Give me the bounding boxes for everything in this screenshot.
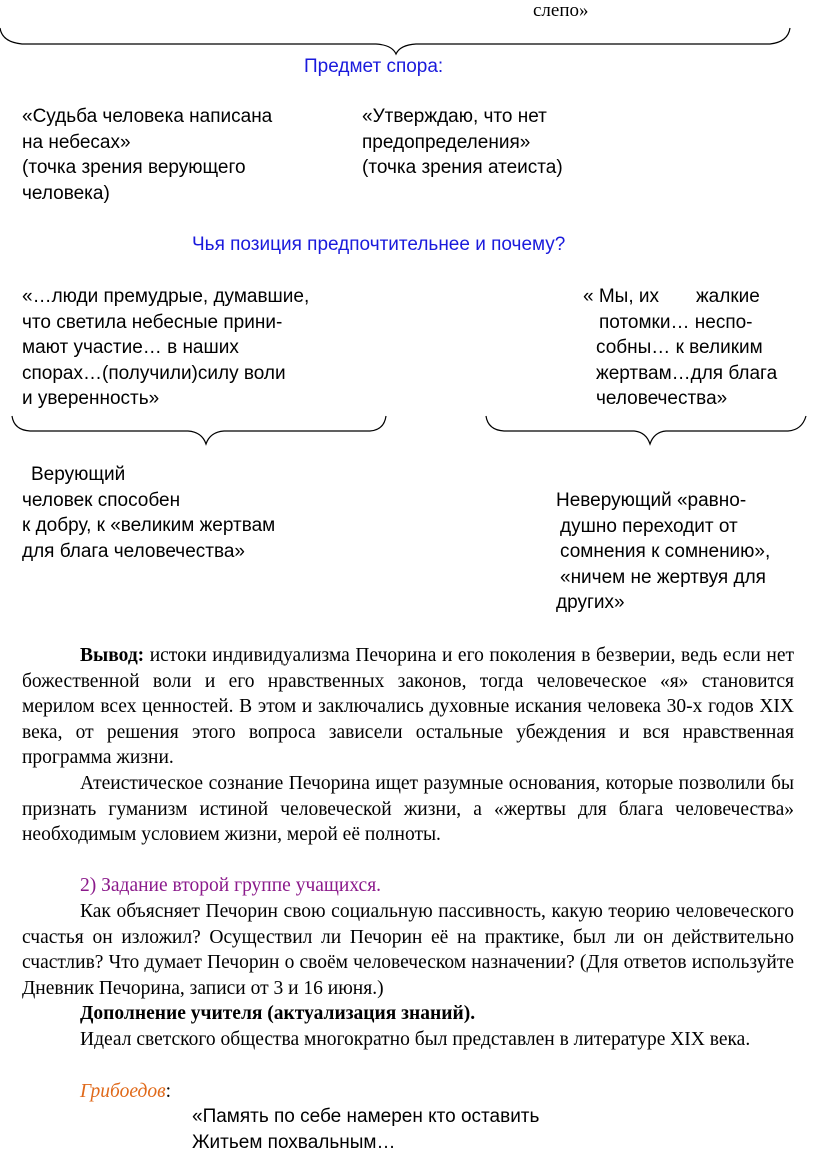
poem-line: «Память по себе намерен кто оставить <box>192 1104 539 1130</box>
conclusion-left-line: к добру, к «великим жертвам <box>22 513 275 539</box>
conclusion-right-line: других» <box>556 590 770 616</box>
summary-paragraph-2: Атеистическое сознание Печорина ищет разумные основания, которые позволили бы признать гуманизм истиной человеческой жизни, а «жертвы для блага человечества» необходимым условием жизни, мерой её полноты. <box>22 771 794 848</box>
conclusion-right-line: душно переходит от <box>556 514 770 540</box>
conclusion-left-line: человек способен <box>22 488 275 514</box>
dispute-right-line: (точка зрения атеиста) <box>362 155 563 181</box>
teacher-paragraph: Идеал светского общества многократно был представлен в литературе XIX века. <box>22 1027 794 1053</box>
quote-right-line: потомки… неспо- <box>583 310 777 336</box>
summary-label: Вывод: <box>80 645 144 666</box>
dispute-left-line: человека) <box>22 181 272 207</box>
conclusion-right-line: Неверующий «равно- <box>556 488 770 514</box>
quote-left-line: спорах…(получили)силу воли <box>22 361 309 387</box>
conclusion-right-line: «ничем не жертвуя для <box>556 565 770 591</box>
author-line <box>80 1079 171 1105</box>
conclusion-left <box>22 462 275 564</box>
quote-left <box>22 284 309 412</box>
question-heading: Чья позиция предпочтительнее и почему? <box>192 232 565 258</box>
author-name: Грибоедов <box>80 1081 166 1102</box>
quote-right-line: человечества» <box>583 386 777 412</box>
left-brace <box>0 414 400 454</box>
quote-right <box>583 284 777 412</box>
summary-text: истоки индивидуализма Печорина и его поколения в безверии, ведь если нет божественной воли и его нравственных законов, тогда человеческое «я» становится мерилом всех ценностей. В этом и заключались духовные искания человека 30-х годов XIX века, от решения этого вопроса зависели остальные убеждения и вся нравственная программа жизни. <box>22 645 794 768</box>
dispute-heading: Предмет спора: <box>304 54 443 80</box>
dispute-right <box>362 104 563 181</box>
quote-left-line: что светила небесные прини- <box>22 310 309 336</box>
quote-right-line: жертвам…для блага <box>583 361 777 387</box>
conclusion-left-line: для блага человечества» <box>22 539 275 565</box>
poem-line: Житьем похвальным… <box>192 1130 539 1155</box>
quote-right-line: собны… к великим <box>583 335 777 361</box>
conclusion-right-line: сомнения к сомнению», <box>556 539 770 565</box>
dispute-left-line: на небесах» <box>22 130 272 156</box>
quote-left-line: мают участие… в наших <box>22 335 309 361</box>
top-fragment: слепо» <box>533 0 589 24</box>
task2-paragraph: Как объясняет Печорин свою социальную пассивность, какую теорию человеческого счастья он изложил? Осуществил ли Печорин её на практике, был ли он действительно счастлив? Что думает Печорин о своём человеческом назначении? (Для ответов используйте Дневник Печорина, записи от 3 и 16 июня.) <box>22 899 794 1001</box>
teacher-heading-text: Дополнение учителя (актуализация знаний). <box>80 1003 475 1024</box>
quote-left-line: «…люди премудрые, думавшие, <box>22 284 309 310</box>
right-brace <box>484 414 814 454</box>
conclusion-left-line: Верующий <box>22 462 275 488</box>
task2-block <box>22 899 794 1053</box>
top-brace <box>0 0 816 60</box>
task2-heading: 2) Задание второй группе учащихся. <box>80 873 381 899</box>
teacher-heading <box>22 1001 794 1027</box>
poem <box>192 1104 539 1155</box>
author-colon: : <box>166 1081 171 1102</box>
quote-left-line: и уверенность» <box>22 386 309 412</box>
dispute-right-line: предопределения» <box>362 130 563 156</box>
conclusion-right <box>556 488 770 616</box>
summary-block <box>22 643 794 848</box>
dispute-right-line: «Утверждаю, что нет <box>362 104 563 130</box>
dispute-left-line: (точка зрения верующего <box>22 155 272 181</box>
quote-right-line: « Мы, их жалкие <box>583 284 777 310</box>
summary-paragraph <box>22 643 794 771</box>
dispute-left <box>22 104 272 206</box>
dispute-left-line: «Судьба человека написана <box>22 104 272 130</box>
